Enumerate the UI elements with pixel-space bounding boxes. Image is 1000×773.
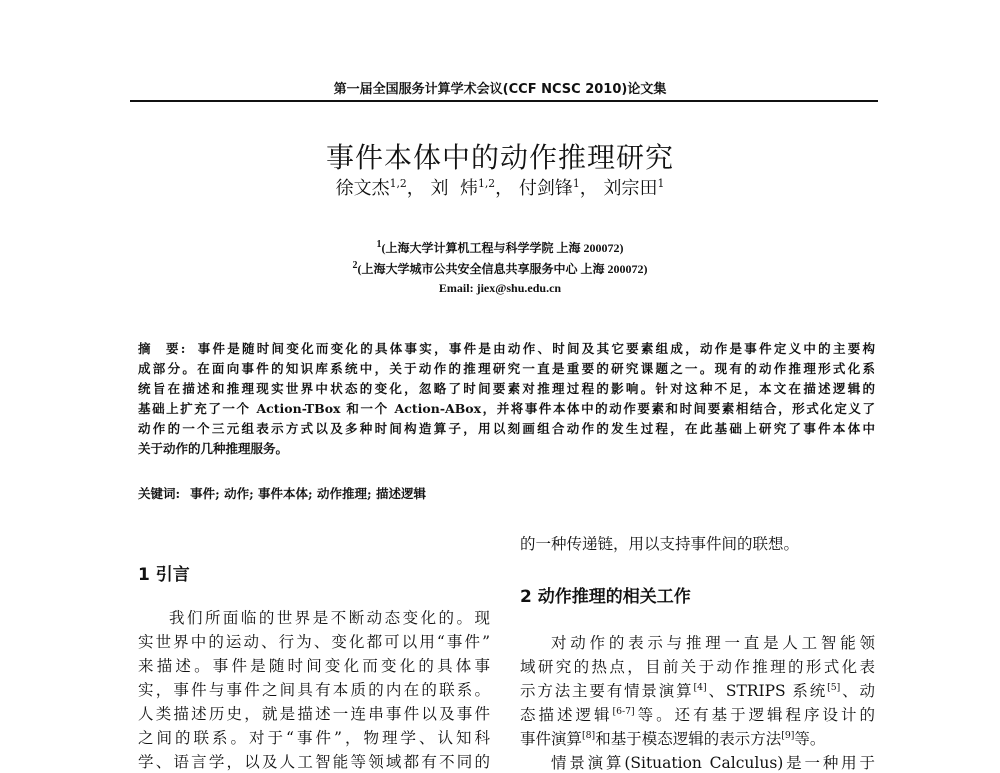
author: 徐文杰 (335, 178, 390, 199)
body-line: 人类描述历史，就是描述一连串事件以及事件 (138, 705, 490, 723)
author: 付剑锋 (518, 178, 573, 199)
author-list: 徐文杰$^{1,2}$， 刘 炜$^{1,2}$， 付剑锋$^1$， 刘宗田$^1$ (335, 177, 665, 199)
author: 刘宗田 (603, 178, 658, 199)
body-line (520, 679, 875, 701)
abstract-line: 关于动作的几种推理服务。 (138, 441, 289, 456)
body-line: 的一种传递链，用以支持事件间的联想。 (520, 535, 800, 553)
abstract-line: 成部分。在面向事件的知识库系统中，关于动作的推理研究一直是重要的研究课题之一。现有的动作推理形式化系 (138, 361, 875, 376)
text: 态描述逻辑 (520, 706, 613, 724)
body-line (520, 703, 875, 725)
text: 等。 (794, 730, 826, 748)
abstract-text: 事件是随时间变化而变化的具体事实，事件是由动作、时间及其它要素组成，动作是事件定义中的主要构 (195, 341, 875, 356)
paper-title: 事件本体中的动作推理研究 (325, 141, 674, 174)
abstract-line: 基础上扩充了一个 Action-TBox 和一个 Action-ABox，并将事件本体中的动作要素和时间要素相结合，形式化定义了 (138, 401, 875, 416)
affiliation-text: (上海大学计算机工程与科学学院 上海 200072) (381, 241, 624, 255)
running-header: 第一届全国服务计算学术会议(CCF NCSC 2010)论文集 (333, 82, 667, 97)
abstract-line: 动作的一个三元组表示方式以及多种时间构造算子，用以刻画组合动作的发生过程，在此基础上研究了事件本体中 (138, 421, 875, 436)
body-line: 学、语言学，以及人工智能等领域都有不同的 (138, 753, 490, 771)
keywords (138, 484, 426, 502)
affiliation-1 (0, 239, 1000, 256)
abstract-line: 统旨在描述和推理现实世界中状态的变化，忽略了时间要素对推理过程的影响。针对这种不足，本文在描述逻辑的 (138, 381, 875, 396)
body-line: 我们所面临的世界是不断动态变化的。现 (169, 609, 490, 627)
keywords-text: 事件; 动作; 事件本体; 动作推理; 描述逻辑 (190, 486, 426, 501)
body-line: 实世界中的运动、行为、变化都可以用“事件” (138, 633, 490, 651)
section-heading-2: 2 动作推理的相关工作 (520, 587, 691, 607)
body-line: 对动作的表示与推理一直是人工智能领 (551, 634, 875, 652)
section-heading-1: 1 引言 (138, 565, 190, 585)
keywords-label: 关键词: (138, 486, 181, 501)
body-line: 情景演算(Situation Calculus)是一种用于 (551, 754, 875, 772)
header-rule (130, 100, 878, 102)
body-line: 域研究的热点，目前关于动作推理的形式化表 (520, 658, 875, 676)
abstract-label: 摘 要: (138, 341, 186, 356)
citation: [6-7] (612, 705, 635, 717)
affiliation-mark: 2 (352, 260, 358, 271)
citation: [5] (827, 681, 841, 693)
body-line: 之间的联系。对于“事件”，物理学、认知科 (138, 729, 490, 747)
text: 、动 (840, 682, 875, 700)
citation: [4] (693, 681, 707, 693)
body-line (520, 727, 875, 749)
author: 刘 炜 (430, 178, 478, 199)
author-affiliation: 1 (657, 177, 665, 190)
body-line: 来描述。事件是随时间变化而变化的具体事 (138, 657, 490, 675)
text: 事件演算 (520, 730, 583, 748)
body-line: 实，事件与事件之间具有本质的内在的联系。 (138, 681, 490, 699)
author-affiliation: 1 (572, 177, 580, 190)
abstract-line (138, 339, 875, 357)
email: Email: jiex@shu.edu.cn (438, 281, 562, 295)
text: 、STRIPS 系统 (706, 682, 828, 700)
text: 示方法主要有情景演算 (520, 682, 694, 700)
affiliation-text: (上海大学城市公共安全信息共享服务中心 上海 200072) (357, 262, 648, 276)
text: 和基于模态逻辑的表示方法 (595, 730, 782, 748)
author-affiliation: 1,2 (389, 177, 407, 190)
affiliation-2 (0, 260, 1000, 277)
author-affiliation: 1,2 (477, 177, 496, 190)
citation: [9] (781, 729, 795, 741)
affiliation-mark: 1 (376, 239, 382, 250)
text: 等。还有基于逻辑程序设计的 (634, 706, 875, 724)
citation: [8] (582, 729, 596, 741)
